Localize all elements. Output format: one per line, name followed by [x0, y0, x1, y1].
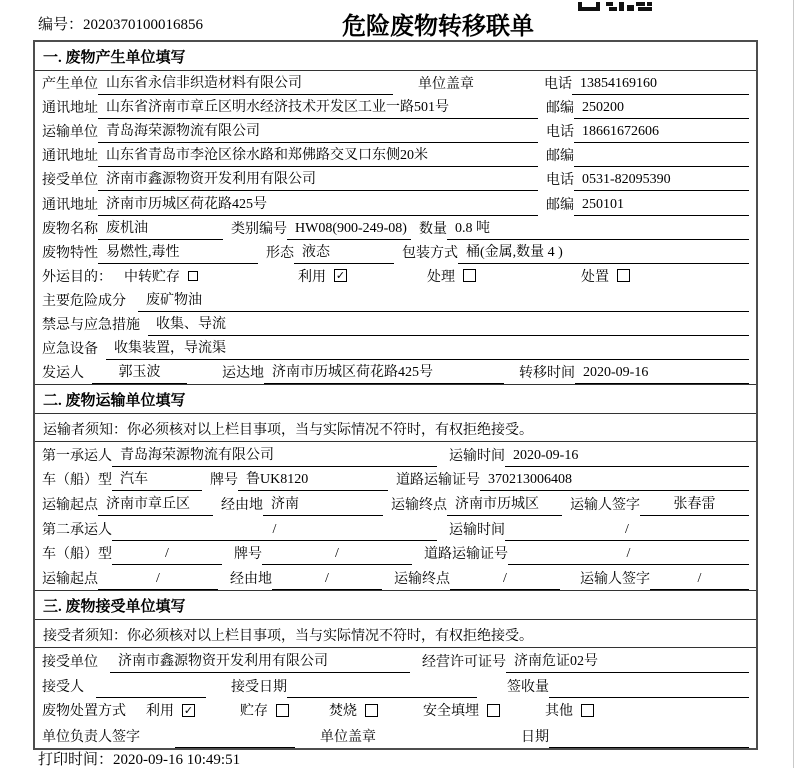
field-label: 通讯地址	[42, 197, 98, 213]
checkbox-treatment	[463, 269, 476, 282]
responsible-signature-value	[175, 730, 295, 748]
hazard-component-row	[35, 288, 756, 312]
field-label: 日期	[521, 729, 549, 745]
checkbox-disposal-reuse: ✓	[183, 703, 194, 717]
field-label: 邮编	[546, 197, 574, 213]
field-label: 第一承运人	[42, 448, 112, 464]
hazard-component-value: 废矿物油	[138, 289, 749, 312]
route2-via-value: /	[272, 571, 382, 590]
disposal-option-other	[545, 700, 594, 720]
carrier2-date-value: /	[505, 522, 749, 541]
vehicle2-plate-value: /	[262, 546, 412, 565]
receive-date-value	[287, 680, 477, 698]
section-receiver	[35, 590, 756, 748]
emergency-measures-row	[35, 312, 756, 336]
field-label: 转移时间	[519, 366, 575, 382]
receiver-unit-value: 济南市鑫源物资开发利用有限公司	[98, 168, 538, 191]
field-label: 废物处置方式	[42, 704, 126, 720]
waste-property-value: 易燃性,毒性	[98, 241, 258, 264]
route2-end-value: /	[450, 571, 560, 590]
checkbox-incineration	[365, 704, 378, 717]
receive-unit-row	[35, 648, 756, 673]
section-receiver-title: 三. 废物接受单位填写	[35, 591, 756, 620]
received-quantity-value	[549, 680, 749, 698]
receiver-address-value: 济南市历城区荷花路425号	[98, 193, 538, 216]
field-label: 单位负责人签字	[42, 729, 140, 745]
receiver-person-row	[35, 673, 756, 698]
carrier1-date-value: 2020-09-16	[505, 448, 749, 467]
field-label: 通讯地址	[42, 149, 98, 165]
carrier2-row	[35, 516, 756, 541]
field-label: 接受单位	[42, 654, 98, 670]
field-label: 废物特性	[42, 245, 98, 261]
doc-header	[0, 0, 796, 40]
receiver-person-value	[96, 680, 206, 698]
option-label: 其他	[545, 704, 573, 720]
transport-address-row	[35, 143, 756, 167]
receiver-phone-value: 0531-82095390	[574, 172, 749, 191]
unit-seal-label: 单位盖章	[418, 77, 474, 93]
receiver-postcode-value: 250101	[574, 197, 749, 216]
field-label: 发运人	[42, 366, 84, 382]
checkbox-landfill	[487, 704, 500, 717]
field-label: 运输单位	[42, 125, 98, 141]
receive-unit-value: 济南市鑫源物资开发利用有限公司	[110, 650, 410, 673]
field-label: 第二承运人	[42, 522, 112, 538]
transfer-purpose-row	[35, 264, 756, 288]
shipper-name-value: 郭玉波	[92, 361, 187, 384]
option-label: 焚烧	[329, 704, 357, 720]
print-time	[38, 748, 240, 769]
disposal-option-incineration	[329, 700, 378, 720]
manifest-form	[33, 40, 758, 750]
purpose-option-treatment	[427, 266, 476, 286]
producer-unit-value: 山东省永信非织造材料有限公司	[98, 72, 393, 95]
field-label: 运输时间	[449, 448, 505, 464]
vehicle1-row	[35, 467, 756, 492]
route1-origin-value: 济南市章丘区	[98, 493, 213, 516]
receiver-address-row	[35, 191, 756, 215]
option-label: 处理	[427, 269, 455, 285]
waste-quantity-value: 0.8 吨	[447, 217, 749, 240]
field-label: 接受人	[42, 679, 84, 695]
vehicle1-permit-value: 370213006408	[480, 472, 749, 491]
disposal-option-landfill	[423, 700, 500, 720]
packaging-value: 桶(金属,数量 4 )	[458, 241, 749, 264]
print-time-label: 打印时间：	[38, 752, 114, 768]
field-label: 运达地	[222, 366, 264, 382]
vehicle2-type-value: /	[112, 546, 222, 565]
route1-via-value: 济南	[263, 493, 383, 516]
field-label: 外运目的：	[42, 269, 112, 285]
field-label: 数量	[418, 221, 447, 237]
producer-postcode-value: 250200	[574, 100, 749, 119]
field-label: 车（船）型	[42, 473, 112, 489]
checkbox-reuse: ✓	[335, 269, 346, 283]
producer-address-row	[35, 95, 756, 119]
transport-address-value: 山东省青岛市李沧区徐水路和郑佛路交叉口东侧20米	[98, 144, 538, 167]
signature-row	[35, 723, 756, 748]
shipper-row	[35, 360, 756, 384]
field-label: 禁忌与应急措施	[42, 318, 140, 334]
field-label: 电话	[544, 77, 572, 93]
purpose-option-reuse	[298, 266, 347, 286]
option-label: 利用	[146, 704, 174, 720]
field-label: 类别编号	[231, 221, 287, 237]
field-label: 邮编	[546, 101, 574, 117]
field-label: 包装方式	[402, 245, 458, 261]
field-label: 道路运输证号	[396, 473, 480, 489]
receiver-notice: 接受者须知：你必须核对以上栏目事项，当与实际情况不符时，有权拒绝接受。	[35, 620, 756, 648]
field-label: 接受日期	[231, 679, 287, 695]
field-label: 牌号	[234, 547, 262, 563]
purpose-option-transfer-storage	[124, 266, 198, 286]
seal-date-value	[549, 730, 749, 748]
route2-row	[35, 565, 756, 590]
option-label: 安全填埋	[423, 704, 479, 720]
waste-name-row	[35, 216, 756, 240]
option-label: 利用	[298, 269, 326, 285]
emergency-measures-value: 收集、导流	[148, 313, 749, 336]
field-label: 运输起点	[42, 498, 98, 513]
section-producer	[35, 42, 756, 384]
field-label: 接受单位	[42, 173, 98, 189]
waste-name-value: 废机油	[98, 217, 223, 240]
vehicle2-row	[35, 541, 756, 566]
field-label: 运输人签字	[570, 498, 640, 513]
field-label: 运输时间	[449, 522, 505, 538]
section-producer-title: 一. 废物产生单位填写	[35, 42, 756, 71]
disposal-option-reuse	[146, 700, 195, 720]
field-label: 产生单位	[42, 77, 98, 93]
disposal-option-storage	[240, 700, 289, 720]
waste-form-value: 液态	[294, 241, 394, 264]
checkbox-other	[581, 704, 594, 717]
page-edge-line	[793, 0, 794, 768]
print-time-value: 2020-09-16 10:49:51	[113, 752, 241, 768]
license-number-value: 济南危证02号	[506, 650, 749, 673]
transport-phone-value: 18661672606	[574, 124, 749, 143]
vehicle1-type-value: 汽车	[112, 468, 202, 491]
producer-phone-value: 13854169160	[572, 76, 749, 95]
carrier2-name-value: /	[112, 522, 437, 541]
vehicle2-permit-value: /	[508, 546, 749, 565]
carrier1-row	[35, 442, 756, 467]
field-label: 经由地	[221, 498, 263, 513]
option-label: 中转贮存	[124, 269, 180, 285]
checkbox-disposal	[617, 269, 630, 282]
field-label: 形态	[266, 245, 294, 261]
emergency-equipment-value: 收集装置，导流渠	[106, 337, 749, 360]
producer-unit-row	[35, 71, 756, 95]
section-transporter	[35, 384, 756, 590]
page-title: 危险废物转移联单	[342, 14, 534, 40]
transport-unit-value: 青岛海荣源物流有限公司	[98, 120, 538, 143]
waste-property-row	[35, 240, 756, 264]
route2-signature-value: /	[650, 571, 749, 590]
waste-code-value: HW08(900-249-08)	[287, 221, 411, 240]
field-label: 运输终点	[394, 571, 450, 587]
destination-value: 济南市历城区荷花路425号	[264, 361, 504, 384]
field-label: 电话	[546, 173, 574, 189]
field-label: 签收量	[507, 679, 549, 695]
route1-end-value: 济南市历城区	[447, 493, 562, 516]
emergency-equipment-row	[35, 336, 756, 360]
disposal-method-row	[35, 698, 756, 723]
field-label: 通讯地址	[42, 101, 98, 117]
field-label: 废物名称	[42, 221, 98, 237]
field-label: 车（船）型	[42, 547, 112, 563]
transporter-notice: 运输者须知：你必须核对以上栏目事项，当与实际情况不符时，有权拒绝接受。	[35, 414, 756, 442]
route1-signature-value: 张春雷	[640, 493, 749, 516]
field-label: 运输人签字	[580, 571, 650, 587]
purpose-option-disposal	[581, 266, 630, 286]
carrier1-name-value: 青岛海荣源物流有限公司	[112, 444, 437, 467]
field-label: 电话	[546, 125, 574, 141]
option-label: 处置	[581, 269, 609, 285]
receiver-unit-row	[35, 167, 756, 191]
field-label: 应急设备	[42, 342, 98, 358]
qr-code-icon	[578, 0, 652, 9]
field-label: 牌号	[210, 473, 238, 489]
field-label: 道路运输证号	[424, 547, 508, 563]
section-transporter-title: 二. 废物运输单位填写	[35, 385, 756, 414]
field-label: 经由地	[230, 571, 272, 587]
field-label: 主要危险成分	[42, 293, 126, 309]
route1-row	[35, 491, 756, 516]
field-label: 运输终点	[391, 498, 447, 513]
route2-origin-value: /	[98, 571, 218, 590]
field-label: 运输起点	[42, 571, 98, 587]
checkbox-transfer-storage	[188, 271, 198, 281]
option-label: 贮存	[240, 704, 268, 720]
field-label: 经营许可证号	[422, 654, 506, 670]
serial-value: 2020370100016856	[83, 17, 204, 33]
vehicle1-plate-value: 鲁UK8120	[238, 468, 388, 491]
transport-unit-row	[35, 119, 756, 143]
serial-label: 编号：	[38, 17, 84, 33]
unit-seal-label: 单位盖章	[320, 729, 376, 745]
checkbox-disposal-storage	[276, 704, 289, 717]
transfer-date-value: 2020-09-16	[575, 365, 749, 384]
transport-postcode-value	[574, 149, 749, 167]
field-label: 邮编	[546, 149, 574, 165]
producer-address-value: 山东省济南市章丘区明水经济技术开发区工业一路501号	[98, 96, 538, 119]
